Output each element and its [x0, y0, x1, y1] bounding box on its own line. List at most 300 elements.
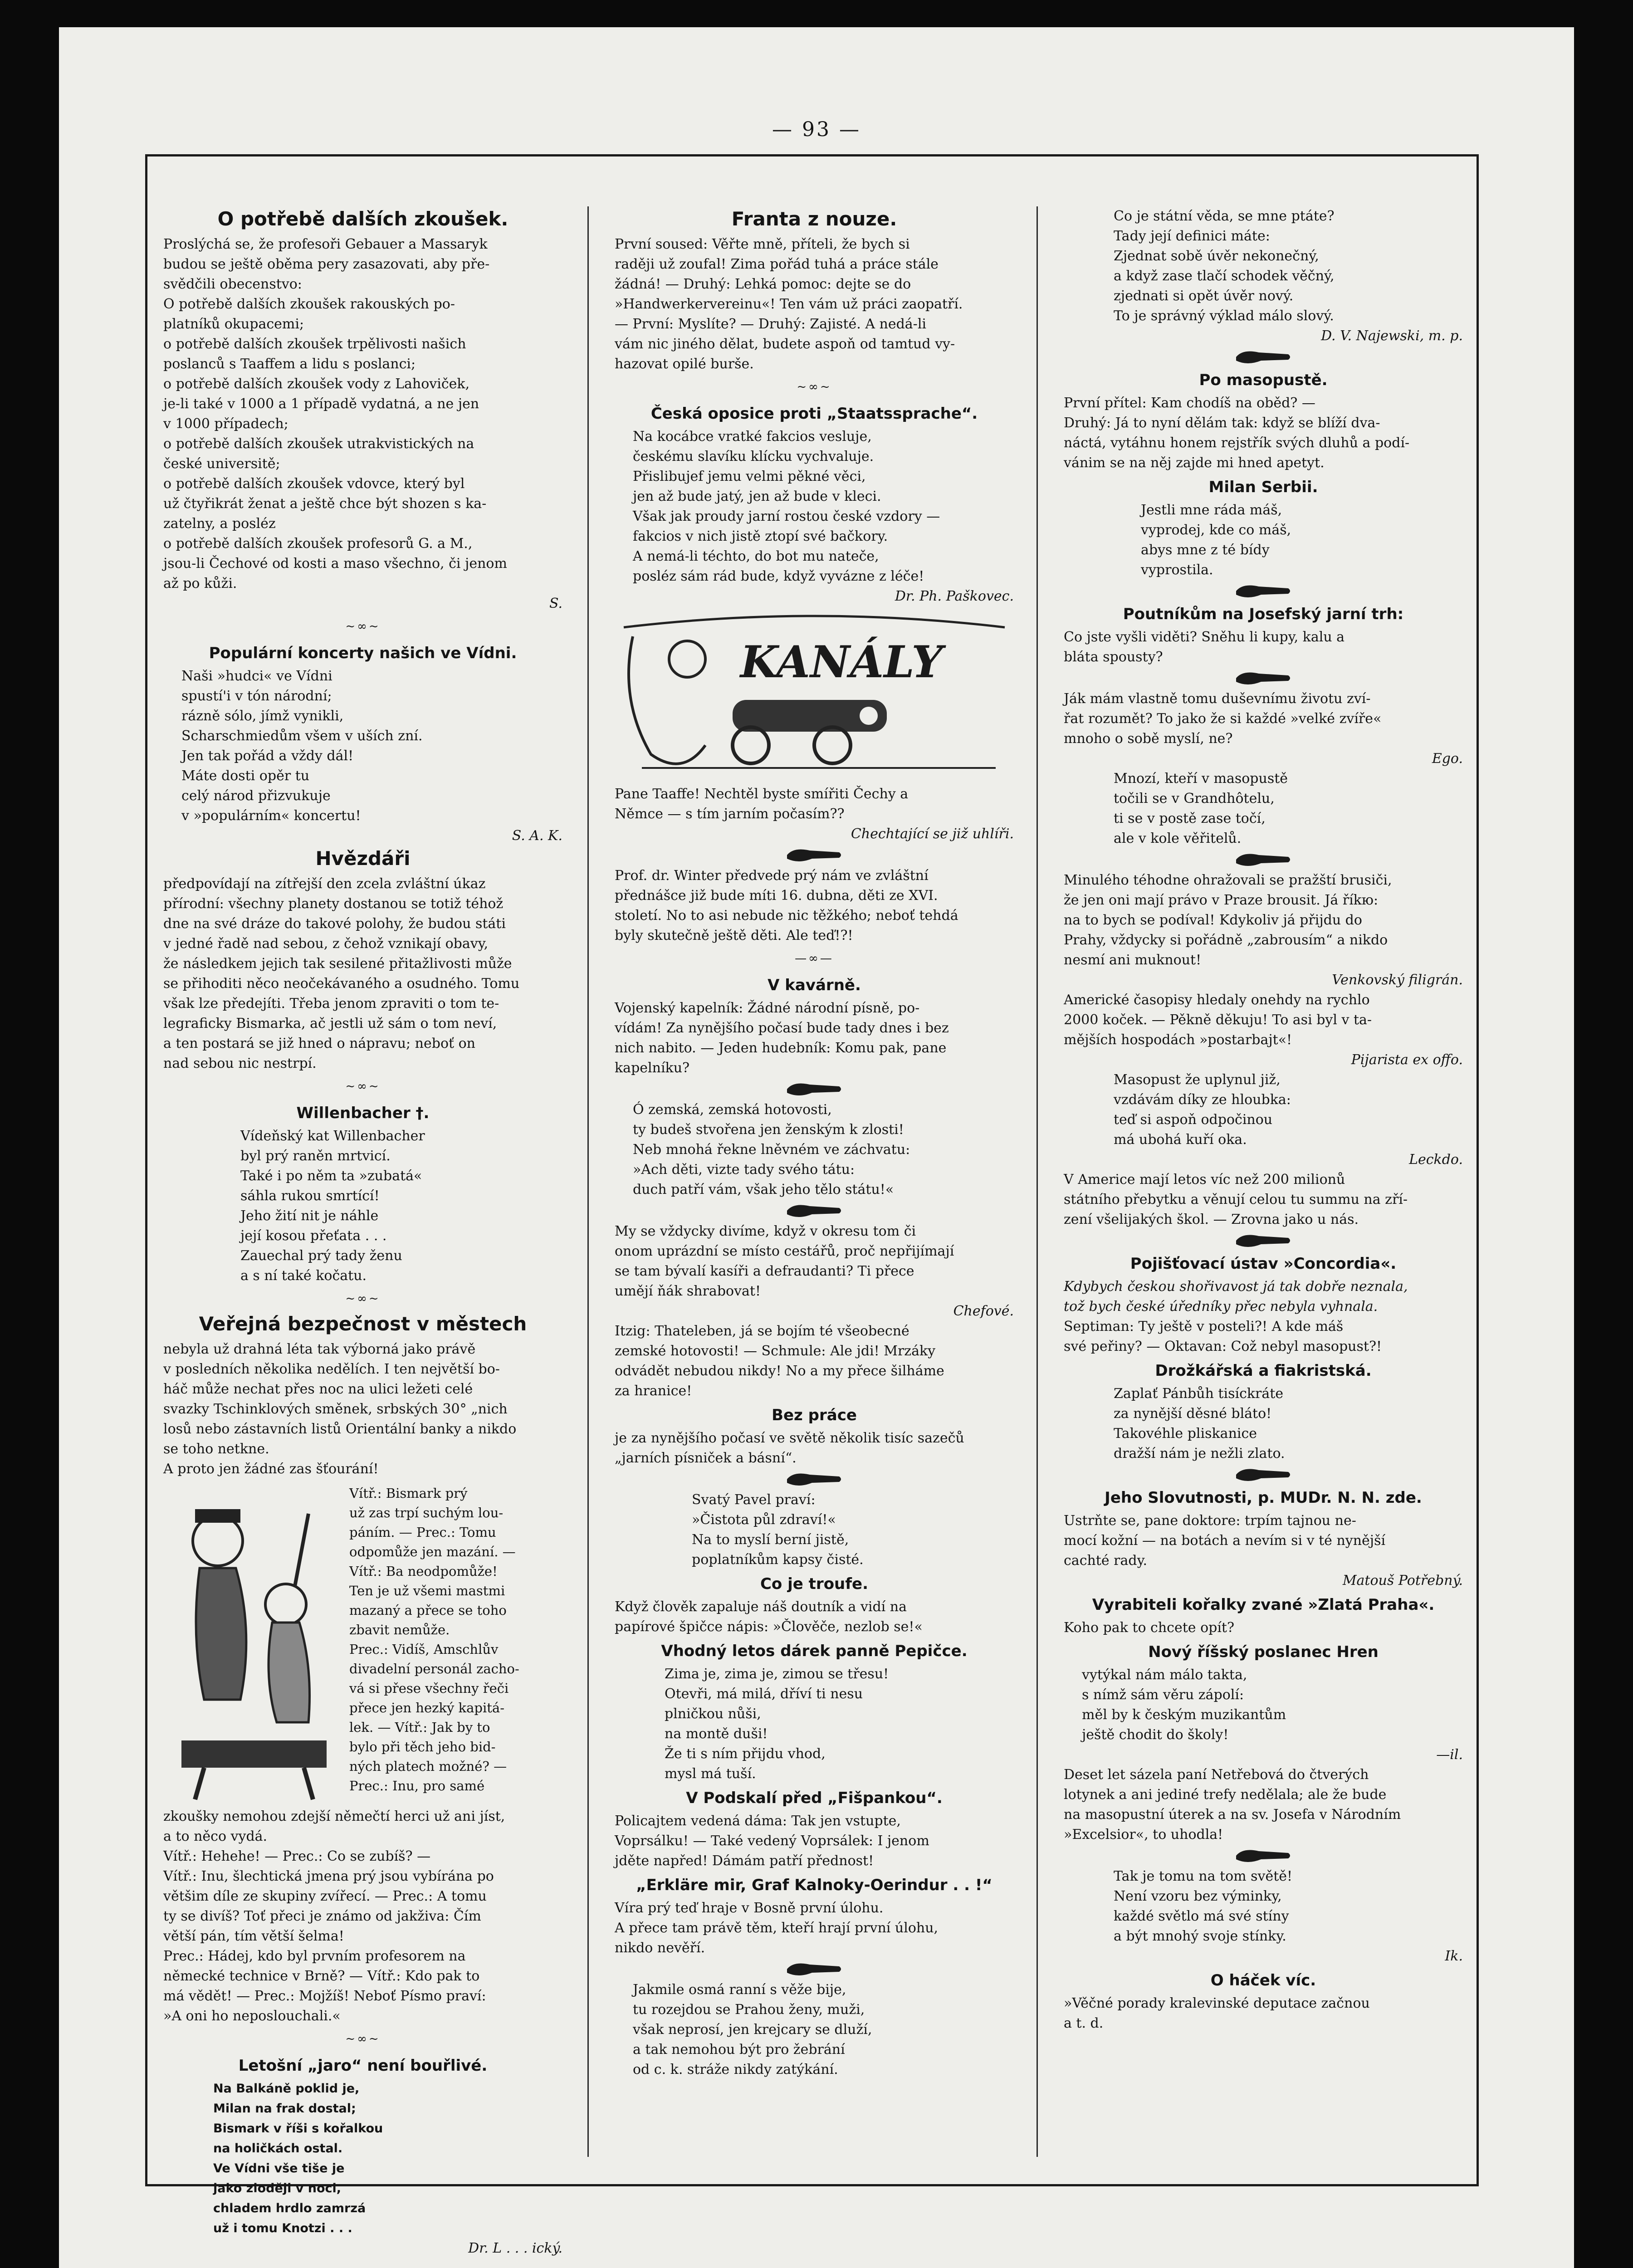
article-body: [1064, 689, 1463, 749]
poem: [163, 2079, 562, 2239]
page-number: — 93 —: [772, 118, 861, 141]
signature: D. V. Najewski, m. p.: [1321, 328, 1463, 344]
text-line: Ten je už všemi mastmi: [349, 1583, 505, 1598]
article-title: Vyrabiteli kořalky zvané »Zlatá Praha«.: [1092, 1596, 1435, 1614]
text-line: jděte napřed! Dámám patří přednost!: [615, 1853, 874, 1869]
text-line: byl prý raněn mrtvicí.: [240, 1148, 391, 1164]
text-line: »Věčné porady kralevinské deputace začnou: [1064, 1995, 1370, 2011]
text-line: mazaný a přece se toho: [349, 1603, 507, 1618]
text-line: přednášce již bude míti 16. dubna, děti ze XVI.: [615, 888, 938, 904]
text-line: fakcios v nich jistě ztopí své bačkory.: [633, 528, 888, 544]
text-line: Ják mám vlastně tomu duševnímu životu zví-: [1064, 691, 1371, 707]
article-body: [1064, 870, 1463, 970]
text-line: raději už zoufal! Zima pořád tuhá a práce stále: [615, 256, 939, 272]
text-line: každé světlo má své stíny: [1114, 1908, 1289, 1924]
text-line: rázně sólo, jímž vynikli,: [181, 708, 344, 724]
text-line: Víra prý teď hraje v Bosně první úlohu.: [615, 1900, 884, 1916]
text-line: Máte dosti opěr tu: [181, 768, 310, 784]
text-line: Policajtem vedená dáma: Tak jen vstupte,: [615, 1813, 901, 1829]
article-hren: [1064, 1642, 1463, 1765]
column-right: [1064, 206, 1463, 2170]
article-body: [615, 1811, 1014, 1871]
text-line: je-li také v 1000 a 1 případě vydatná, a ne jen: [163, 396, 479, 412]
text-line: Bismark v říši s kořalkou: [213, 2121, 383, 2136]
text-line: cachté rady.: [1064, 1553, 1148, 1569]
text-line: v »populárním« koncertu!: [181, 808, 361, 824]
text-line: s nímž sám věru zápolí:: [1082, 1687, 1244, 1703]
text-line: Voprsálku! — Také vedený Voprsálek: I jenom: [615, 1833, 929, 1849]
ornament-divider: ~∞~: [345, 2032, 381, 2046]
text-line: Proslýchá se, že profesoři Gebauer a Massaryk: [163, 236, 488, 252]
article-body: [163, 235, 562, 594]
newspaper-page: [59, 27, 1574, 2268]
text-line: zkoušky nemohou zdejší němečtí herci už ani jíst,: [163, 1809, 505, 1824]
signature: Pijarista ex offo.: [1351, 1052, 1463, 1068]
text-line: století. No to asi nebude nic těžkého; neboť tehdá: [615, 908, 958, 924]
article-hvezdari: [163, 846, 562, 1074]
column-center: [615, 206, 1014, 2170]
text-line: Jakmile osmá ranní s věže bije,: [633, 1982, 846, 1998]
signature: S. A. K.: [512, 828, 562, 844]
article-hacek: [1064, 1970, 1463, 2033]
text-line: nebyla už drahná léta tak výborná jako právě: [163, 1341, 476, 1357]
article-concordia: [1064, 1253, 1463, 1317]
text-line: její kosou přeťata . . .: [240, 1228, 387, 1244]
article-body: [1064, 990, 1463, 1050]
text-line: žádná! — Druhý: Lehká pomoc: dejte se do: [615, 276, 911, 292]
signature: Venkovský filigrán.: [1332, 972, 1463, 988]
article-title: O potřebě dalších zkoušek.: [217, 208, 508, 230]
text-line: točili se v Grandhôtelu,: [1114, 791, 1275, 807]
text-line: o potřebě dalších zkoušek utrakvistických na: [163, 436, 474, 452]
text-line: vám nic jiného dělat, budete aspoň od tamtud vy-: [615, 336, 955, 352]
text-line: mysl má tuší.: [665, 1766, 756, 1782]
text-line: nich nabito. — Jeden hudebník: Komu pak, pane: [615, 1040, 947, 1056]
text-line: Co je státní věda, se mne ptáte?: [1114, 208, 1335, 224]
ornament-divider: —∞—: [795, 952, 834, 965]
text-line: Prec.: Vidíš, Amschlův: [349, 1642, 499, 1657]
text-line: a tak nemohou být pro žebrání: [633, 2042, 845, 2058]
text-line: „jarních písniček a básní“.: [615, 1450, 797, 1466]
text-line: měl by k českým muzikantům: [1082, 1707, 1286, 1723]
text-line: o potřebě dalších zkoušek trpělivosti našich: [163, 336, 466, 352]
text-line: losů nebo zástavních listů Orientální banky a nikdo: [163, 1421, 517, 1437]
article-body: [615, 1597, 1014, 1637]
article-body: [615, 1898, 1014, 1958]
text-line: umějí ňák shrabovat!: [615, 1283, 761, 1299]
text-line: »Handwerkervereinu«! Ten vám už práci zaopatří.: [615, 296, 963, 312]
poem: [615, 1490, 1014, 1570]
poem: [615, 1664, 1014, 1784]
pointing-hand-icon: [785, 1202, 844, 1220]
ornament-divider: ~∞~: [345, 1080, 381, 1093]
text-line: Vídeňský kat Willenbacher: [240, 1128, 425, 1144]
text-line: tož bych české úředníky přec nebyla vyhnala.: [1064, 1299, 1378, 1315]
article-koncerty: [163, 643, 562, 846]
text-line: Naši »hudci« ve Vídni: [181, 668, 332, 684]
text-line: divadelní personál zacho-: [349, 1661, 519, 1677]
article-bez-prace: [615, 1405, 1014, 1468]
pointing-hand-icon: [785, 1080, 844, 1098]
text-line: za nynější děsné bláto!: [1114, 1406, 1272, 1422]
article-title: „Erkläre mir, Graf Kalnoky-Oerindur . . !“: [636, 1876, 993, 1894]
text-line: celý národ přizvukuje: [181, 788, 331, 804]
text-line: Masopust že uplynul již,: [1114, 1072, 1281, 1088]
text-line: české universitě;: [163, 456, 280, 472]
text-line: První přítel: Kam chodíš na oběd? —: [1064, 395, 1315, 411]
poem: [1064, 1867, 1463, 1946]
text-line: Pane Taaffe! Nechtěl byste smířiti Čechy a: [615, 786, 909, 802]
article-title: Populární koncerty našich ve Vídni.: [209, 644, 517, 662]
text-line: Vítř.: Ba neodpomůže!: [349, 1564, 498, 1579]
text-line: poslanců s Taaffem a lidu s poslanci;: [163, 356, 416, 372]
article-body: [1064, 393, 1463, 473]
article-darek: [615, 1641, 1014, 1784]
dialog-with-illustration: [163, 1484, 562, 1807]
article-body: [615, 1222, 1014, 1301]
article-serbii: [1064, 477, 1463, 580]
text-line: legraficky Bismarka, ač jestli už sám o tom neví,: [163, 1016, 497, 1031]
poem: [1064, 1070, 1463, 1150]
text-line: státního přebytku a věnují celou tu summu na zří-: [1064, 1192, 1408, 1207]
text-line: »Excelsior«, to uhodla!: [1064, 1827, 1223, 1843]
column-left: [163, 206, 562, 2256]
text-line: až po kůži.: [163, 576, 237, 591]
pointing-hand-icon: [1234, 669, 1293, 687]
caricature-illustration: [163, 1486, 345, 1804]
text-line: bláta spousty?: [1064, 649, 1163, 665]
text-line: jsou-li Čechové od kosti a maso všechno, či jenom: [163, 556, 507, 572]
text-line: Prec.: Inu, pro samé: [349, 1778, 485, 1794]
poem: [1064, 769, 1463, 849]
article-jaro: [163, 2055, 562, 2258]
text-line: vídám! Za nynějšího počasí bude tady dnes i bez: [615, 1020, 949, 1036]
article-body: [615, 784, 1014, 824]
poem: [1064, 206, 1463, 326]
text-line: je za nynějšího počasí ve světě několik tisíc sazečů: [615, 1430, 964, 1446]
text-line: že jen oni mají právo v Praze brousit. Já říkю:: [1064, 892, 1379, 908]
article-title: Pojišťovací ústav »Concordia«.: [1130, 1255, 1397, 1273]
text-line: ale v kole věřitelů.: [1114, 831, 1242, 846]
text-line: Vítř.: Hehehe! — Prec.: Co se zubíš? —: [163, 1848, 431, 1864]
article-title: V kavárně.: [768, 976, 861, 994]
text-line: A proto jen žádné zas šťourání!: [163, 1461, 379, 1477]
article-title: Drožkářská a fiakristská.: [1155, 1362, 1372, 1380]
text-line: Druhý: Já to nyní dělám tak: když se blíží dva-: [1064, 415, 1380, 431]
article-body: [1064, 1317, 1463, 1357]
text-line: A nemá-li téchto, do bot mu nateče,: [633, 548, 879, 564]
text-line: posléz sám rád bude, když vyvázne z léče!: [633, 568, 924, 584]
poem: [1064, 1384, 1463, 1464]
ornament-divider: ~∞~: [797, 380, 832, 394]
pointing-hand-icon: [1234, 582, 1293, 600]
text-line: a být mnohý svoje stínky.: [1114, 1928, 1286, 1944]
text-line: hazovat opilé burše.: [615, 356, 754, 372]
text-line: platníků okupacemi;: [163, 316, 304, 332]
pointing-hand-icon: [785, 846, 844, 864]
text-line: onom uprázdní se místo cestářů, proč nepřijímají: [615, 1243, 954, 1259]
column-rule: [587, 206, 589, 2157]
text-line: Jestli mne ráda máš,: [1141, 502, 1282, 518]
text-line: a t. d.: [1064, 2015, 1104, 2031]
text-line: Však jak proudy jarní rostou české vzdory —: [633, 508, 940, 524]
article-title: Hvězdáři: [315, 847, 411, 870]
article-troufe: [615, 1574, 1014, 1637]
article-body: [1064, 1511, 1463, 1571]
text-line: Také i po něm ta »zubatá«: [240, 1168, 422, 1184]
text-line: vytýkal nám málo takta,: [1082, 1667, 1247, 1683]
article-body: [615, 998, 1014, 1078]
text-line: má ubohá kuří oka.: [1114, 1132, 1247, 1148]
text-line: Milan na frak dostal;: [213, 2102, 356, 2116]
text-line: vánim se na něj zajde mi hned apetyt.: [1064, 455, 1325, 471]
text-line: Kdybych českou shořivavost já tak dobře neznala,: [1064, 1279, 1408, 1295]
text-line: dne na své dráze do takové polohy, že budou státi: [163, 916, 506, 932]
text-line: spustí'i v tón národní;: [181, 688, 332, 704]
poem: [163, 1126, 562, 1286]
pointing-hand-icon: [1234, 1232, 1293, 1250]
text-line: Není vzoru bez výminky,: [1114, 1888, 1282, 1904]
text-line: se přihoditi něco neočekávaného a osudného. Tomu: [163, 976, 520, 992]
article-masopust: [1064, 370, 1463, 473]
text-line: tu rozejdou se Prahou ženy, muži,: [633, 2002, 865, 2018]
text-line: předpovídají na zítřejší den zcela zvláštní úkaz: [163, 876, 486, 892]
pointing-hand-icon: [1234, 1847, 1293, 1865]
text-line: své peřiny? — Oktavan: Což nebyl masopust?!: [1064, 1339, 1382, 1354]
kanaly-banner-illustration: [615, 609, 1014, 782]
pointing-hand-icon: [1234, 850, 1293, 869]
article-zlata-praha: [1064, 1594, 1463, 1638]
text-line: bylo při těch jeho bid-: [349, 1739, 496, 1755]
text-line: jako zloději v noci,: [213, 2181, 342, 2195]
text-line: ty budeš stvořena jen ženským k zlosti!: [633, 1122, 904, 1138]
text-line: v 1000 případech;: [163, 416, 288, 432]
text-line: Septiman: Ty ještě v posteli?! A kde máš: [1064, 1319, 1344, 1334]
text-line: většim díle ze skupiny zvířecí. — Prec.: A tomu: [163, 1888, 487, 1904]
text-line: poplatníkům kapsy čisté.: [692, 1552, 864, 1568]
text-line: v jedné řadě nad sebou, z čehož vznikají obavy,: [163, 936, 489, 952]
article-title: Po masopustě.: [1199, 371, 1328, 389]
text-line: řat rozumět? To jako že si každé »velké zvíře«: [1064, 711, 1382, 727]
article-title: Poutníkům na Josefský jarní trh:: [1123, 605, 1404, 623]
pointing-hand-icon: [785, 1470, 844, 1488]
text-line: Prahy, vždycky si pořádně „zabrousím“ a nikdo: [1064, 932, 1388, 948]
text-line: ti se v postě zase točí,: [1114, 811, 1266, 826]
text-line: ještě chodit do školy!: [1082, 1727, 1229, 1743]
text-line: zbavit nemůže.: [349, 1622, 450, 1637]
text-line: páním. — Prec.: Tomu: [349, 1525, 496, 1540]
text-line: za hranice!: [615, 1383, 692, 1399]
text-line: vyprodej, kde co máš,: [1141, 522, 1291, 538]
text-line: Zaplať Pánbůh tisíckráte: [1114, 1386, 1284, 1402]
text-line: na montě duši!: [665, 1726, 768, 1742]
signature: Matouš Potřebný.: [1342, 1573, 1463, 1589]
text-line: O potřebě dalších zkoušek rakouských po-: [163, 296, 455, 312]
text-line: Vítř.: Bismark prý: [349, 1486, 468, 1501]
signature: —il.: [1436, 1747, 1463, 1763]
text-line: Zima je, zima je, zimou se třesu!: [665, 1666, 889, 1682]
text-line: českému slavíku klícku vychvaluje.: [633, 449, 874, 464]
article-title: Bez práce: [772, 1406, 857, 1424]
text-line: Že ti s ním přijdu vhod,: [665, 1746, 826, 1762]
text-line: Ve Vídni vše tiše je: [213, 2161, 345, 2175]
signature: Dr. L . . . ický.: [468, 2240, 562, 2256]
text-line: jen až bude jatý, jen až bude v kleci.: [633, 489, 881, 504]
text-line: se tam bývalí kasíři a defraudanti? Ti přece: [615, 1263, 914, 1279]
text-line: mocí kožní — na botách a nevím si v té nynější: [1064, 1533, 1386, 1549]
text-line: Otevři, má milá, dříví ti nesu: [665, 1686, 863, 1702]
text-line: o potřebě dalších zkoušek profesorů G. a M.,: [163, 536, 473, 552]
text-line: Svatý Pavel praví:: [692, 1492, 816, 1508]
text-line: zení všelijakých škol. — Zrovna jako u nás.: [1064, 1212, 1359, 1227]
text-line: ty se divíš? Toť přeci je známo od jakživa: Čím: [163, 1908, 481, 1924]
text-line: Vojenský kapelník: Žádné národní písně, po-: [615, 1000, 920, 1016]
article-kalnoky: [615, 1875, 1014, 1958]
text-line: svazky Tschinklových směnek, srbských 30° „nich: [163, 1401, 508, 1417]
text-line: o potřebě dalších zkoušek vody z Lahoviček,: [163, 376, 470, 392]
text-line: Neb mnohá řekne lněvném ve záchvatu:: [633, 1142, 910, 1158]
text-line: že následkem jejich tak sesilené přitažlivosti může: [163, 956, 512, 972]
text-line: Na Balkáně poklid je,: [213, 2082, 360, 2096]
text-line: však neprosí, jen krejcary se dluží,: [633, 2022, 872, 2038]
text-line: na masopustní úterek a na sv. Josefa v Národním: [1064, 1807, 1401, 1823]
dialog-side-text: [349, 1484, 562, 1807]
article-opozice: [615, 403, 1014, 606]
kanaly-banner-text: KANÁLY: [740, 636, 943, 688]
text-line: První soused: Věřte mně, příteli, že bych si: [615, 236, 910, 252]
text-line: náctá, vytáhnu honem rejstřík svých dluhů a podí-: [1064, 435, 1410, 451]
article-title: Franta z nouze.: [731, 208, 897, 230]
article-title: V Podskalí před „Fišpankou“.: [686, 1789, 943, 1807]
text-line: Ó zemská, zemská hotovosti,: [633, 1102, 832, 1118]
signature: Ik.: [1445, 1948, 1463, 1964]
article-title: Willenbacher †.: [296, 1104, 430, 1122]
signature: Ego.: [1432, 751, 1463, 767]
article-title: Milan Serbii.: [1208, 478, 1318, 496]
article-body: [615, 866, 1014, 946]
signature: Chechtající se již uhlíři.: [851, 826, 1014, 842]
text-line: mějších hospodách »postarbajt«!: [1064, 1032, 1292, 1048]
text-line: ných platech možné? —: [349, 1759, 507, 1774]
article-body: [1064, 1170, 1463, 1230]
text-line: papírové špičce nápis: »Člověče, nezlob se!«: [615, 1619, 923, 1635]
signature: Leckdo.: [1409, 1152, 1463, 1168]
text-line: odvádět nebudou nikdy! No a my přece šilháme: [615, 1363, 944, 1379]
text-line: a když zase tlačí schodek věčný,: [1114, 268, 1335, 284]
text-line: už zas trpí suchým lou-: [349, 1505, 504, 1520]
text-line: Koho pak to chcete opít?: [1064, 1620, 1235, 1636]
text-line: lotynek a ani jediné trefy nedělala; ale že bude: [1064, 1787, 1387, 1803]
text-line: Prof. dr. Winter předvede prý nám ve zvláštní: [615, 868, 929, 884]
text-line: V Americe mají letos víc než 200 milionů: [1064, 1172, 1345, 1188]
text-line: vá si přese všechny řeči: [349, 1681, 509, 1696]
article-body: [1064, 1994, 1463, 2033]
text-line: Tady její definici máte:: [1114, 228, 1270, 244]
page-frame: [145, 154, 1479, 2256]
ornament-divider: ~∞~: [345, 1292, 381, 1305]
article-title: Letošní „jaro“ není bouřlivé.: [238, 2057, 488, 2075]
article-body: [1064, 1618, 1463, 1638]
text-line: duch patří vám, však jeho tělo státu!«: [633, 1182, 894, 1198]
text-line: nikdo nevěří.: [615, 1940, 705, 1956]
text-line: má vědět! — Prec.: Mojžíš! Neboť Písmo praví:: [163, 1988, 486, 2004]
article-title: Vhodný letos dárek panně Pepičce.: [661, 1642, 968, 1660]
text-line: vyprostila.: [1141, 562, 1213, 578]
article-title: Nový říšský poslanec Hren: [1148, 1643, 1379, 1661]
text-line: německé technice v Brně? — Vítř.: Kdo pak to: [163, 1968, 480, 1984]
article-franta: [615, 206, 1014, 374]
text-line: byly skutečně ještě děti. Ale teď!?!: [615, 928, 853, 943]
text-line: Němce — s tím jarním počasím??: [615, 806, 845, 822]
text-line: »A oni ho neposlouchali.«: [163, 2008, 341, 2024]
article-kavarne: [615, 975, 1014, 1078]
text-line: lek. — Vítř.: Jak by to: [349, 1720, 490, 1735]
article-body: [1064, 1277, 1463, 1317]
poem: [1064, 1665, 1463, 1745]
article-title: Česká oposice proti „Staatssprache“.: [650, 405, 978, 423]
text-line: háč může nechat přes noc na ulici ležeti celé: [163, 1381, 473, 1397]
text-line: odpomůže jen mazání. —: [349, 1544, 516, 1559]
text-line: Scharschmiedům všem v uších zní.: [181, 728, 423, 744]
text-line: Tak je tomu na tom světě!: [1114, 1868, 1293, 1884]
article-podskali: [615, 1788, 1014, 1871]
text-line: Když člověk zapaluje náš doutník a vidí na: [615, 1599, 907, 1615]
column-rule: [1037, 206, 1038, 2157]
poem: [1064, 500, 1463, 580]
ornament-divider: ~∞~: [345, 620, 381, 633]
text-line: Mnozí, kteří v masopustě: [1114, 771, 1288, 787]
text-line: budou se ještě oběma pery zasazovati, aby pře-: [163, 256, 490, 272]
article-title: Co je troufe.: [760, 1575, 869, 1593]
article-bezpecnost: [163, 1311, 562, 2026]
article-title: Veřejná bezpečnost v městech: [199, 1313, 527, 1335]
poem: [615, 1100, 1014, 1200]
poem: [163, 666, 562, 826]
text-line: zjednati si opět úvěr nový.: [1114, 288, 1294, 304]
signature: Dr. Ph. Paškovec.: [895, 588, 1014, 604]
text-line: Zjednat sobě úvěr nekonečný,: [1114, 248, 1319, 264]
text-line: sáhla rukou smrtící!: [240, 1188, 380, 1204]
pointing-hand-icon: [1234, 348, 1293, 366]
text-line: My se vždycky divíme, když v okresu tom či: [615, 1223, 916, 1239]
text-line: vzdávám díky ze hloubka:: [1114, 1092, 1291, 1108]
article-willenbacher: [163, 1103, 562, 1286]
pointing-hand-icon: [1234, 1466, 1293, 1484]
text-line: plničkou nůši,: [665, 1706, 761, 1722]
text-line: svědčili obecenstvo:: [163, 276, 302, 292]
text-line: zemské hotovosti! — Schmule: Ale jdi! Mrzáky: [615, 1343, 936, 1359]
article-body: [163, 874, 562, 1074]
text-line: se toho netkne.: [163, 1441, 269, 1457]
signature: S.: [549, 596, 562, 611]
text-line: teď si aspoň odpočinou: [1114, 1112, 1273, 1128]
article-body: [615, 235, 1014, 374]
signature: Chefové.: [953, 1303, 1014, 1319]
text-line: přírodní: všechny planety dostanou se totiž téhož: [163, 896, 504, 912]
article-body: [163, 1339, 562, 1479]
text-line: nad sebou nic nestrpí.: [163, 1056, 317, 1071]
text-line: větší pán, tím větší šelma!: [163, 1928, 344, 1944]
text-line: Na to myslí berní jistě,: [692, 1532, 849, 1548]
article-drozkar: [1064, 1360, 1463, 1464]
text-line: a to něco vydá.: [163, 1828, 268, 1844]
article-body: [615, 1428, 1014, 1468]
text-line: Ustrňte se, pane doktore: trpím tajnou ne-: [1064, 1513, 1356, 1529]
text-line: v posledních několika nedělích. I ten největší bo-: [163, 1361, 500, 1377]
text-line: na to bych se podíval! Kdykoliv já přijdu do: [1064, 912, 1362, 928]
poem: [615, 427, 1014, 587]
text-line: mnoho o sobě myslí, ne?: [1064, 731, 1233, 747]
